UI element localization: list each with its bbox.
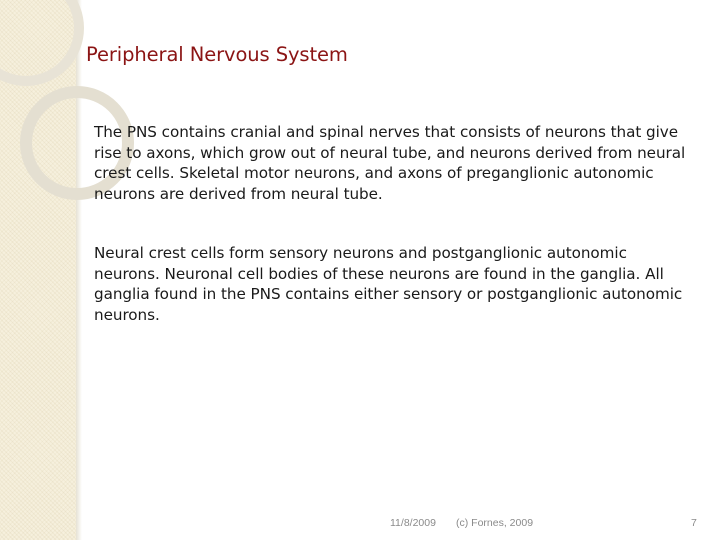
side-band-shadow xyxy=(76,0,82,540)
slide-number: 7 xyxy=(691,517,697,529)
footer-date: 11/8/2009 xyxy=(390,517,436,529)
body-paragraph-1: The PNS contains cranial and spinal nerves that consists of neurons that give rise to axons, which grow out of neural tube, and neurons derived from neural crest cells. Skeletal motor neurons, and axons of preganglionic autonomic neurons are derived from neural tube. xyxy=(94,123,686,203)
footer-copyright: (c) Fornes, 2009 xyxy=(456,517,534,529)
slide-title: Peripheral Nervous System xyxy=(86,43,348,66)
body-paragraph-2: Neural crest cells form sensory neurons and postganglionic autonomic neurons. Neuronal cell bodies of these neurons are found in the ganglia. All ganglia found in the PNS contains either sensory or postganglionic autonomic neurons. xyxy=(94,244,683,324)
